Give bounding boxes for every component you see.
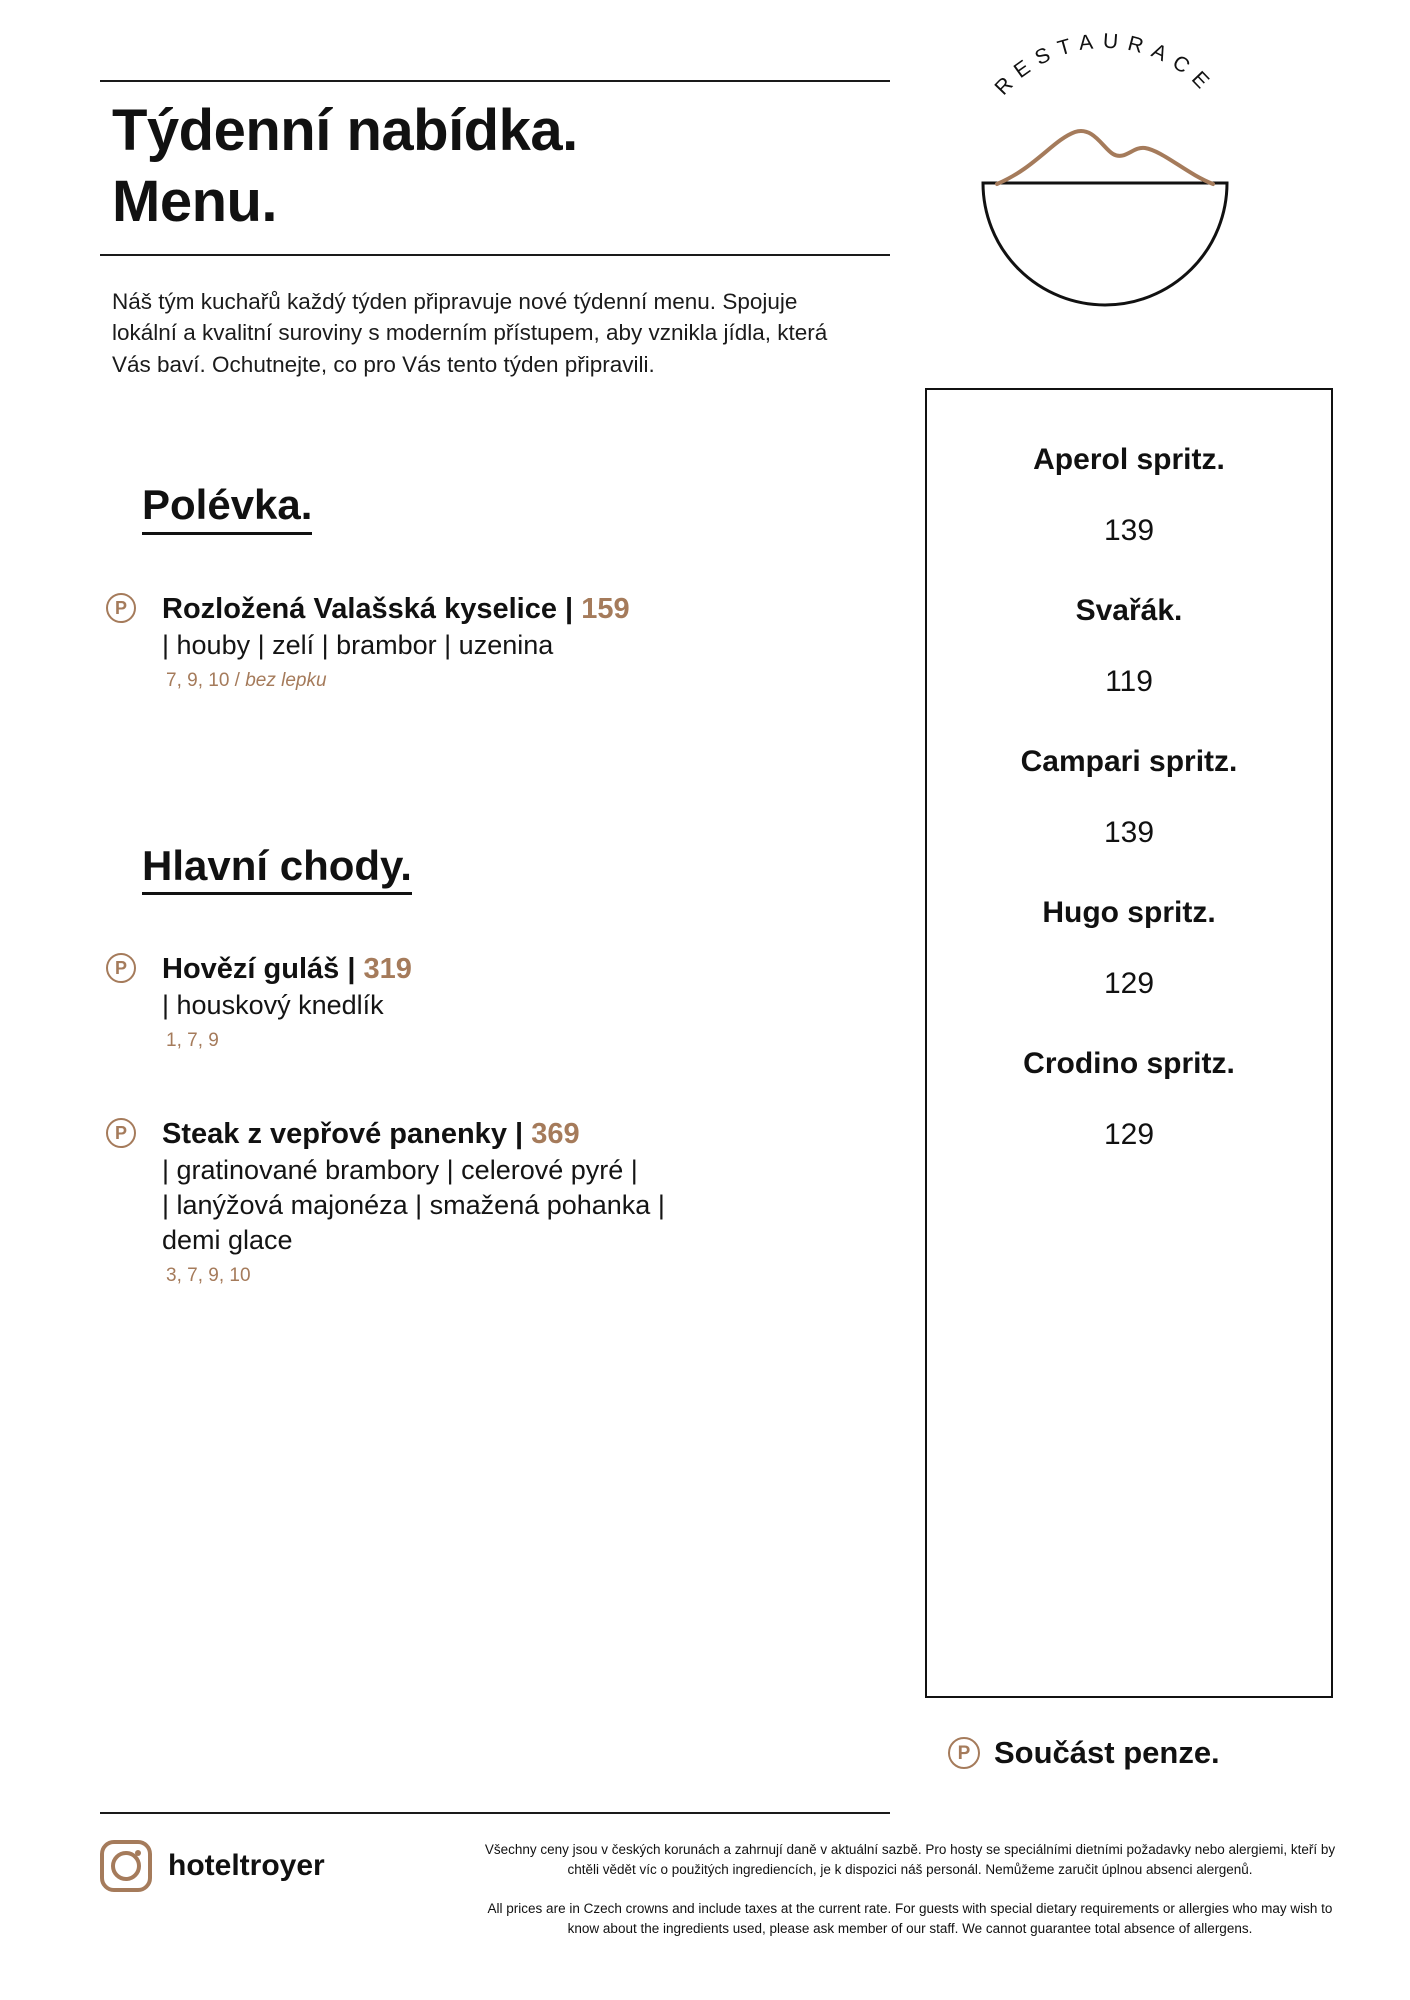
- menu-item: [100, 951, 890, 1054]
- page-title-line-2: Menu.: [112, 168, 278, 234]
- pension-badge-icon: P: [106, 593, 136, 623]
- drink-name: Crodino spritz.: [1023, 1047, 1235, 1080]
- menu-item-price: 319: [363, 952, 412, 985]
- allergen-numbers: 7, 9, 10 /: [166, 669, 246, 691]
- page-title: [112, 96, 890, 238]
- menu-item-allergens: [166, 669, 890, 694]
- menu-item-allergens: 1, 7, 9: [166, 1030, 219, 1051]
- drink-name: Campari spritz.: [1020, 745, 1238, 778]
- drink-name: Hugo spritz.: [1042, 896, 1216, 929]
- drink-item: [947, 1046, 1311, 1151]
- drink-price: 119: [1105, 665, 1153, 698]
- allergen-note: bez lepku: [245, 669, 327, 691]
- menu-item-name: [162, 1116, 890, 1153]
- drink-price: 139: [1103, 514, 1155, 547]
- legal-fine-print: [470, 1840, 1350, 1939]
- section-main-courses: [100, 842, 890, 1289]
- soup-item-list: [100, 591, 890, 694]
- intro-paragraph: Náš tým kuchařů každý týden připravuje nové týdenní menu. Spojuje lokální a kvalitní suroviny s moderním přístupem, aby vznikla jídla, která Vás baví. Ochutnejte, co pro Vás tento týden připravili.: [112, 288, 828, 378]
- restaurant-logo: [935, 8, 1275, 358]
- menu-item-name: [162, 951, 890, 988]
- pension-legend-label: Součást penze.: [994, 1735, 1220, 1770]
- section-soup: [100, 481, 890, 693]
- svg-text:RESTAURACE: [990, 30, 1219, 100]
- footer-rule: [100, 1812, 890, 1814]
- menu-item: [100, 591, 890, 694]
- pension-badge-icon: P: [948, 1737, 980, 1769]
- menu-item-description-line: | lanýžová majonéza | smažená pohanka |: [162, 1189, 665, 1220]
- section-heading-main: Hlavní chody.: [142, 842, 412, 895]
- menu-item-price: 369: [531, 1117, 580, 1150]
- drink-item: [947, 895, 1311, 1000]
- menu-item-description: | houskový knedlík: [162, 989, 384, 1020]
- drink-price: 129: [1103, 1118, 1155, 1151]
- title-bottom-rule: [100, 254, 890, 256]
- pension-badge-icon: P: [106, 953, 136, 983]
- menu-item-description-line: demi glace: [162, 1224, 293, 1255]
- fine-print-english: All prices are in Czech crowns and include taxes at the current rate. For guests with special dietary requirements or allergies who may wish to know about the ingredients used, please ask member of our staff. We cannot guarantee total absence of allergens.: [487, 1900, 1333, 1936]
- fine-print-czech: Všechny ceny jsou v českých korunách a zahrnují daně v aktuální sazbě. Pro hosty se speciálními dietními požadavky nebo alergiemi, kteří by chtěli vědět víc o použitých ingrediencích, je k dispozici náš personál. Nemůžeme zaručit úplnou absenci alergenů.: [484, 1842, 1336, 1878]
- intro-text: [112, 286, 852, 382]
- drink-name: Svařák.: [1075, 594, 1183, 627]
- menu-item-allergens: 3, 7, 9, 10: [166, 1265, 251, 1287]
- menu-item-title: Rozložená Valašská kyselice |: [162, 592, 574, 625]
- drink-price: 139: [1103, 816, 1155, 849]
- drink-item: [947, 744, 1311, 849]
- page-title-line-1: Týdenní nabídka.: [112, 98, 578, 163]
- drinks-panel: [925, 388, 1333, 1698]
- menu-item-price: 159: [581, 592, 630, 625]
- drink-item: [947, 442, 1311, 547]
- social-handle-label: hoteltroyer: [168, 1849, 325, 1882]
- pension-badge-icon: P: [106, 1118, 136, 1148]
- menu-left-column: [100, 80, 890, 1351]
- menu-item-title: Steak z vepřové panenky |: [162, 1117, 524, 1150]
- menu-item-name: [162, 591, 890, 628]
- social-link[interactable]: [100, 1840, 325, 1892]
- title-top-rule: [100, 80, 890, 82]
- menu-item-description: | houby | zelí | brambor | uzenina: [162, 629, 554, 660]
- pension-legend: [948, 1735, 1220, 1771]
- section-heading-soup: Polévka.: [142, 481, 312, 534]
- drink-item: [947, 593, 1311, 698]
- menu-item-description: [162, 1153, 890, 1258]
- main-item-list: [100, 951, 890, 1289]
- drink-price: 129: [1103, 967, 1155, 1000]
- menu-item-title: Hovězí guláš |: [162, 952, 356, 985]
- drink-name: Aperol spritz.: [1033, 443, 1225, 476]
- menu-item-description-line: | gratinované brambory | celerové pyré |: [162, 1154, 638, 1185]
- menu-item: [100, 1116, 890, 1289]
- instagram-icon: [100, 1840, 152, 1892]
- logo-arc-text: RESTAURACE: [990, 29, 1220, 100]
